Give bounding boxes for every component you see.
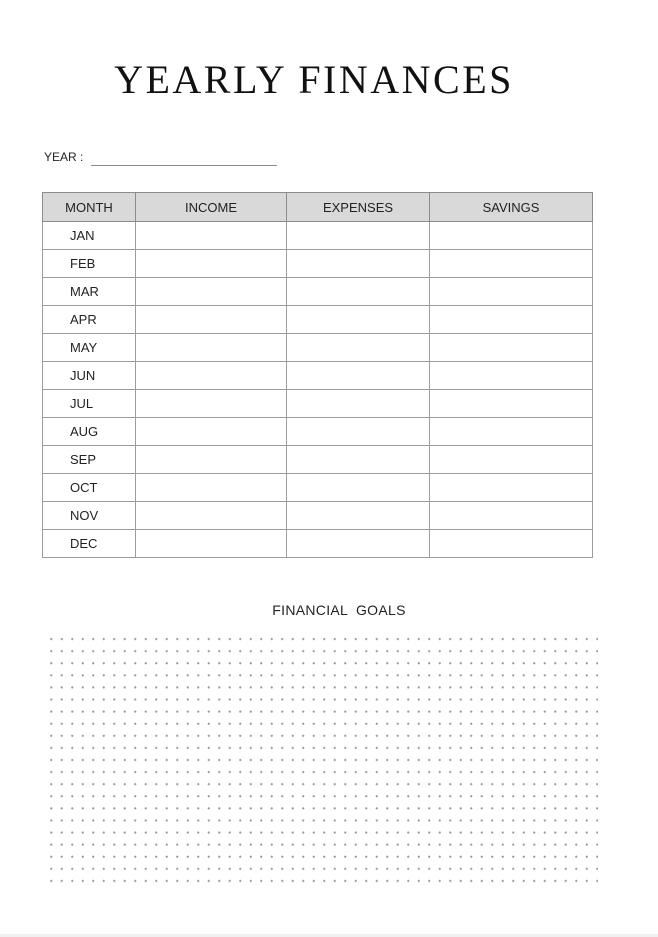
table-row [43, 390, 593, 418]
income-cell[interactable] [136, 390, 287, 418]
goals-dot-grid[interactable] [46, 633, 598, 883]
month-cell: OCT [43, 474, 136, 502]
month-cell: SEP [43, 446, 136, 474]
table-row [43, 502, 593, 530]
month-cell: FEB [43, 250, 136, 278]
table-row [43, 222, 593, 250]
expenses-cell[interactable] [287, 278, 430, 306]
month-cell: DEC [43, 530, 136, 558]
year-label: YEAR : [44, 150, 84, 164]
column-header-month: MONTH [43, 193, 136, 222]
year-field[interactable] [91, 165, 277, 166]
savings-cell[interactable] [430, 250, 593, 278]
income-cell[interactable] [136, 278, 287, 306]
table-header-row [43, 193, 593, 222]
savings-cell[interactable] [430, 334, 593, 362]
savings-cell[interactable] [430, 502, 593, 530]
month-cell: APR [43, 306, 136, 334]
savings-cell[interactable] [430, 530, 593, 558]
table-row [43, 362, 593, 390]
table-row [43, 278, 593, 306]
table-row [43, 474, 593, 502]
month-cell: MAR [43, 278, 136, 306]
expenses-cell[interactable] [287, 446, 430, 474]
expenses-cell[interactable] [287, 390, 430, 418]
income-cell[interactable] [136, 250, 287, 278]
table-row [43, 306, 593, 334]
table-row [43, 418, 593, 446]
income-cell[interactable] [136, 530, 287, 558]
income-cell[interactable] [136, 334, 287, 362]
expenses-cell[interactable] [287, 222, 430, 250]
expenses-cell[interactable] [287, 334, 430, 362]
savings-cell[interactable] [430, 418, 593, 446]
savings-cell[interactable] [430, 306, 593, 334]
finances-table [42, 192, 593, 558]
savings-cell[interactable] [430, 222, 593, 250]
financial-goals-heading: FINANCIAL GOALS [272, 602, 406, 618]
month-cell: AUG [43, 418, 136, 446]
month-cell: JAN [43, 222, 136, 250]
expenses-cell[interactable] [287, 418, 430, 446]
expenses-cell[interactable] [287, 306, 430, 334]
savings-cell[interactable] [430, 390, 593, 418]
column-header-income: INCOME [136, 193, 287, 222]
income-cell[interactable] [136, 418, 287, 446]
savings-cell[interactable] [430, 446, 593, 474]
expenses-cell[interactable] [287, 502, 430, 530]
income-cell[interactable] [136, 222, 287, 250]
income-cell[interactable] [136, 362, 287, 390]
month-cell: JUN [43, 362, 136, 390]
month-cell: MAY [43, 334, 136, 362]
table-row [43, 446, 593, 474]
expenses-cell[interactable] [287, 250, 430, 278]
expenses-cell[interactable] [287, 362, 430, 390]
income-cell[interactable] [136, 502, 287, 530]
table-row [43, 334, 593, 362]
expenses-cell[interactable] [287, 474, 430, 502]
savings-cell[interactable] [430, 362, 593, 390]
income-cell[interactable] [136, 446, 287, 474]
column-header-expenses: EXPENSES [287, 193, 430, 222]
page-title: YEARLY FINANCES [114, 57, 514, 102]
expenses-cell[interactable] [287, 530, 430, 558]
column-header-savings: SAVINGS [430, 193, 593, 222]
month-cell: JUL [43, 390, 136, 418]
month-cell: NOV [43, 502, 136, 530]
savings-cell[interactable] [430, 278, 593, 306]
table-row [43, 530, 593, 558]
savings-cell[interactable] [430, 474, 593, 502]
table-row [43, 250, 593, 278]
income-cell[interactable] [136, 306, 287, 334]
income-cell[interactable] [136, 474, 287, 502]
